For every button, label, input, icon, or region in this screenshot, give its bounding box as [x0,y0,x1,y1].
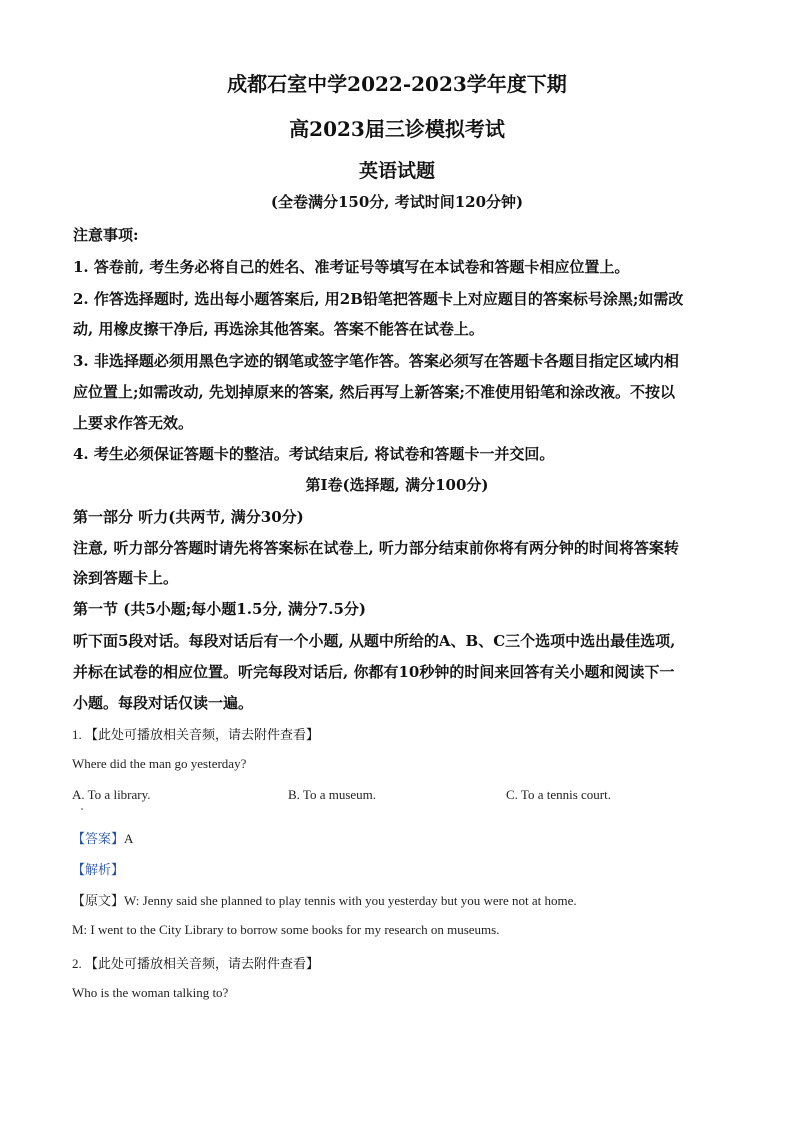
school-title: 成都石室中学2022-2023学年度下期 [227,72,567,96]
note-3-line-2: 应位置上;如需改动, 先划掉原来的答案, 然后再写上新答案;不准使用铅笔和涂改液。不按以 [73,383,675,401]
listening-notice-line-2: 涂到答题卡上。 [73,569,179,587]
q1-audio-line [72,724,319,743]
q1-script-m: M: I went to the City Library to borrow some books for my research on museums. [72,922,500,937]
subject-title: 英语试题 [358,160,435,182]
q1-option-a: A. To a library. [72,787,151,802]
listening-notice-line-1: 注意, 听力部分答题时请先将答案标在试卷上, 听力部分结束前你将有两分钟的时间将答案转 [73,539,679,557]
note-3-line-3: 上要求作答无效。 [73,414,194,432]
note-2-line-2: 动, 用橡皮擦干净后, 再选涂其他答案。答案不能答在试卷上。 [73,320,484,338]
analysis-label: 【解析】 [72,863,125,878]
notes-heading: 注意事项: [73,226,139,244]
script-label: 【原文】 [72,894,125,909]
stray-dot [81,808,83,810]
q1-script-w [72,890,577,909]
q1-number: 1. [72,727,82,742]
q2-audio-link[interactable]: 【此处可播放相关音频，请去附件查看】 [85,957,320,972]
answer-label: 【答案】 [72,832,125,847]
instruction-line-2: 并标在试卷的相应位置。听完每段对话后, 你都有10秒钟的时间来回答有关小题和阅读下一 [73,663,675,681]
q1-analysis-line [72,859,124,878]
q1-question: Where did the man go yesterday? [72,756,247,771]
instruction-line-3: 小题。每段对话仅读一遍。 [73,694,254,712]
note-3-line-1: 3. 非选择题必须用黑色字迹的钢笔或签字笔作答。答案必须写在答题卡各题目指定区域内相 [73,352,679,370]
instruction-line-1: 听下面5段对话。每段对话后有一个小题, 从题中所给的A、B、C三个选项中选出最佳选项, [73,632,676,650]
q2-question: Who is the woman talking to? [72,985,229,1000]
section-1-heading: 第一节 (共5小题;每小题1.5分, 满分7.5分) [73,600,367,618]
script-w-text: W: Jenny said she planned to play tennis with you yesterday but you were not at home. [124,893,577,908]
note-1: 1. 答卷前, 考生务必将自己的姓名、准考证号等填写在本试卷和答题卡相应位置上。 [73,258,630,276]
note-2-line-1: 2. 作答选择题时, 选出每小题答案后, 用2B铅笔把答题卡上对应题目的答案标号涂黑;如需改 [73,290,684,308]
note-4: 4. 考生必须保证答题卡的整洁。考试结束后, 将试卷和答题卡一并交回。 [73,445,555,463]
answer-value: A [124,831,134,846]
q1-audio-link[interactable]: 【此处可播放相关音频，请去附件查看】 [85,728,320,743]
q2-audio-line [72,953,319,972]
score-time-note: (全卷满分150分, 考试时间120分钟) [270,193,524,211]
q1-option-b: B. To a museum. [288,787,377,802]
exam-title: 高2023届三诊模拟考试 [289,117,505,141]
q2-number: 2. [72,956,82,971]
part-1-heading: 第一部分 听力(共两节, 满分30分) [73,508,304,526]
q1-answer-line [72,828,133,847]
q1-option-c: C. To a tennis court. [506,787,612,802]
volume-heading: 第I卷(选择题, 满分100分) [305,476,489,494]
